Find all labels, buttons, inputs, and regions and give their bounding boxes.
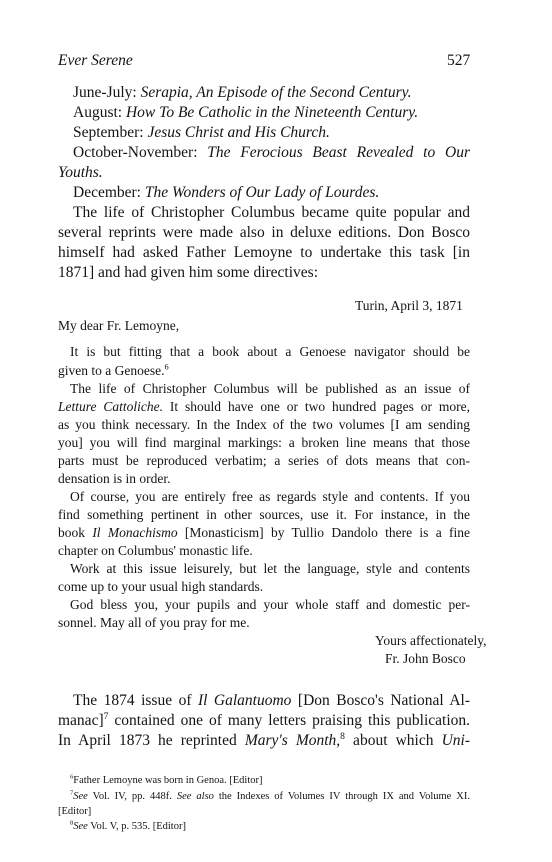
letter-line — [58, 579, 470, 595]
text-run: Turin, April 3, 1871 — [355, 298, 463, 313]
text-run: chapter on Columbus' monastic life. — [58, 543, 253, 558]
letter-line — [58, 453, 470, 469]
text-line — [73, 104, 478, 122]
italic-text: Serapia, An Episode of the Second Century. — [140, 84, 412, 101]
text-run: himself had asked Father Lemoyne to undertake this task [in — [58, 244, 470, 261]
letter-line — [58, 417, 470, 433]
letter-line — [375, 633, 487, 649]
letter-line — [70, 597, 470, 613]
footnote-line — [70, 791, 470, 802]
letter-line — [58, 318, 470, 334]
italic-text: Jesus Christ and His Church. — [147, 124, 330, 141]
text-line — [73, 204, 470, 222]
text-run: the Indexes of Volumes IV through IX and Volume XI. — [213, 791, 470, 802]
text-line — [58, 244, 470, 262]
text-run: find something pertinent in other sources, use it. For instance, in the — [58, 507, 470, 522]
text-run: 1871] and had given him some directives: — [58, 264, 318, 281]
text-run: densation is in order. — [58, 471, 171, 486]
text-run: My dear Fr. Lemoyne, — [58, 318, 180, 333]
text-run: [Editor] — [58, 806, 92, 817]
italic-text: See also — [176, 791, 214, 802]
text-run: come up to your usual high standards. — [58, 579, 264, 594]
text-line — [58, 712, 470, 730]
text-run: parts must be reproduced verbatim; a series of dots means that con- — [58, 453, 470, 468]
letter-line — [58, 507, 470, 523]
text-run: Work at this issue leisurely, but let the language, style and contents — [70, 561, 470, 576]
page-number: 527 — [447, 52, 471, 69]
text-run: It should have one or two hundred pages or more, — [163, 399, 470, 414]
footnote-marker: 8 — [70, 819, 74, 827]
text-run: [Monasticism] by Tullio Dandolo there is a fine — [177, 525, 470, 540]
running-title: Ever Serene — [58, 52, 133, 69]
letter-line — [58, 435, 470, 451]
text-run: June-July: — [73, 84, 141, 101]
footnote-line — [70, 775, 470, 786]
text-run: sonnel. May all of you pray for me. — [58, 615, 250, 630]
text-run: given to a Genoese. — [58, 363, 165, 378]
letter-line — [58, 363, 470, 379]
letter-line — [58, 543, 470, 559]
text-run: manac] — [58, 712, 104, 729]
text-run: The life of Christopher Columbus will be published as an issue of — [70, 381, 470, 396]
letter-line — [385, 651, 470, 667]
text-run: as you think necessary. In the Index of the two volumes [I am sending — [58, 417, 470, 432]
letter-line — [70, 561, 470, 577]
italic-text: The Ferocious Beast Revealed to Our — [207, 144, 470, 161]
text-line — [58, 264, 470, 282]
text-run: In April 1873 he reprinted — [58, 732, 245, 749]
text-line — [58, 224, 470, 242]
footnote-marker: 6 — [70, 773, 74, 781]
letter-line — [70, 381, 470, 397]
text-run: book — [58, 525, 93, 540]
italic-text: Il Monachismo — [92, 525, 178, 540]
text-run: God bless you, your pupils and your whole staff and domestic per- — [70, 597, 470, 612]
letter-line — [58, 471, 470, 487]
footnote-line — [70, 821, 470, 832]
text-run: Vol. IV, pp. 448f. — [87, 791, 177, 802]
italic-text: How To Be Catholic in the Nineteenth Century. — [125, 104, 419, 121]
text-line — [73, 124, 478, 142]
italic-text: Mary's Month, — [244, 732, 341, 749]
text-line — [58, 164, 470, 182]
letter-line — [355, 298, 470, 314]
footnote-line — [58, 806, 470, 817]
text-run: August: — [73, 104, 126, 121]
text-run: The life of Christopher Columbus became quite popular and — [73, 204, 470, 221]
letter-line — [70, 489, 470, 505]
italic-text: Youths. — [58, 164, 103, 181]
text-run: you] you will find marginal markings: a broken line means that those — [58, 435, 470, 450]
text-line — [58, 732, 470, 750]
text-run: several reprints were made also in deluxe editions. Don Bosco — [58, 224, 470, 241]
footnote-marker: 8 — [340, 730, 345, 742]
text-run: The 1874 issue of — [73, 692, 198, 709]
text-line — [73, 692, 470, 710]
text-run: December: — [73, 184, 145, 201]
text-run: Of course, you are entirely free as regards style and contents. If you — [70, 489, 470, 504]
text-line — [73, 144, 470, 162]
italic-text: The Wonders of Our Lady of Lourdes. — [144, 184, 380, 201]
text-run: Yours affectionately, — [375, 633, 487, 648]
footnote-marker: 7 — [103, 710, 109, 722]
letter-line — [58, 615, 470, 631]
text-run: about which — [344, 732, 442, 749]
text-run: Fr. John Bosco — [385, 651, 466, 666]
italic-text: Uni- — [441, 732, 470, 749]
text-run: September: — [73, 124, 148, 141]
running-head — [58, 52, 133, 70]
text-run: contained one of many letters praising this publication. — [108, 712, 470, 729]
text-run: Vol. V, p. 535. [Editor] — [87, 821, 186, 832]
text-run: [Don Bosco's National Al- — [291, 692, 471, 709]
text-run: It is but fitting that a book about a Genoese navigator should be — [70, 344, 470, 359]
footnote-marker: 7 — [70, 789, 74, 797]
italic-text: Letture Cattoliche. — [58, 399, 164, 414]
footnote-marker: 6 — [164, 362, 169, 372]
italic-text: See — [73, 821, 88, 832]
letter-line — [58, 525, 470, 541]
text-run: October-November: — [73, 144, 208, 161]
text-line — [73, 184, 470, 202]
letter-line — [58, 399, 470, 415]
text-run: Father Lemoyne was born in Genoa. [Editor] — [73, 775, 263, 786]
text-line — [73, 84, 478, 102]
letter-line — [70, 344, 470, 360]
italic-text: Il Galantuomo — [197, 692, 292, 709]
italic-text: See — [73, 791, 88, 802]
